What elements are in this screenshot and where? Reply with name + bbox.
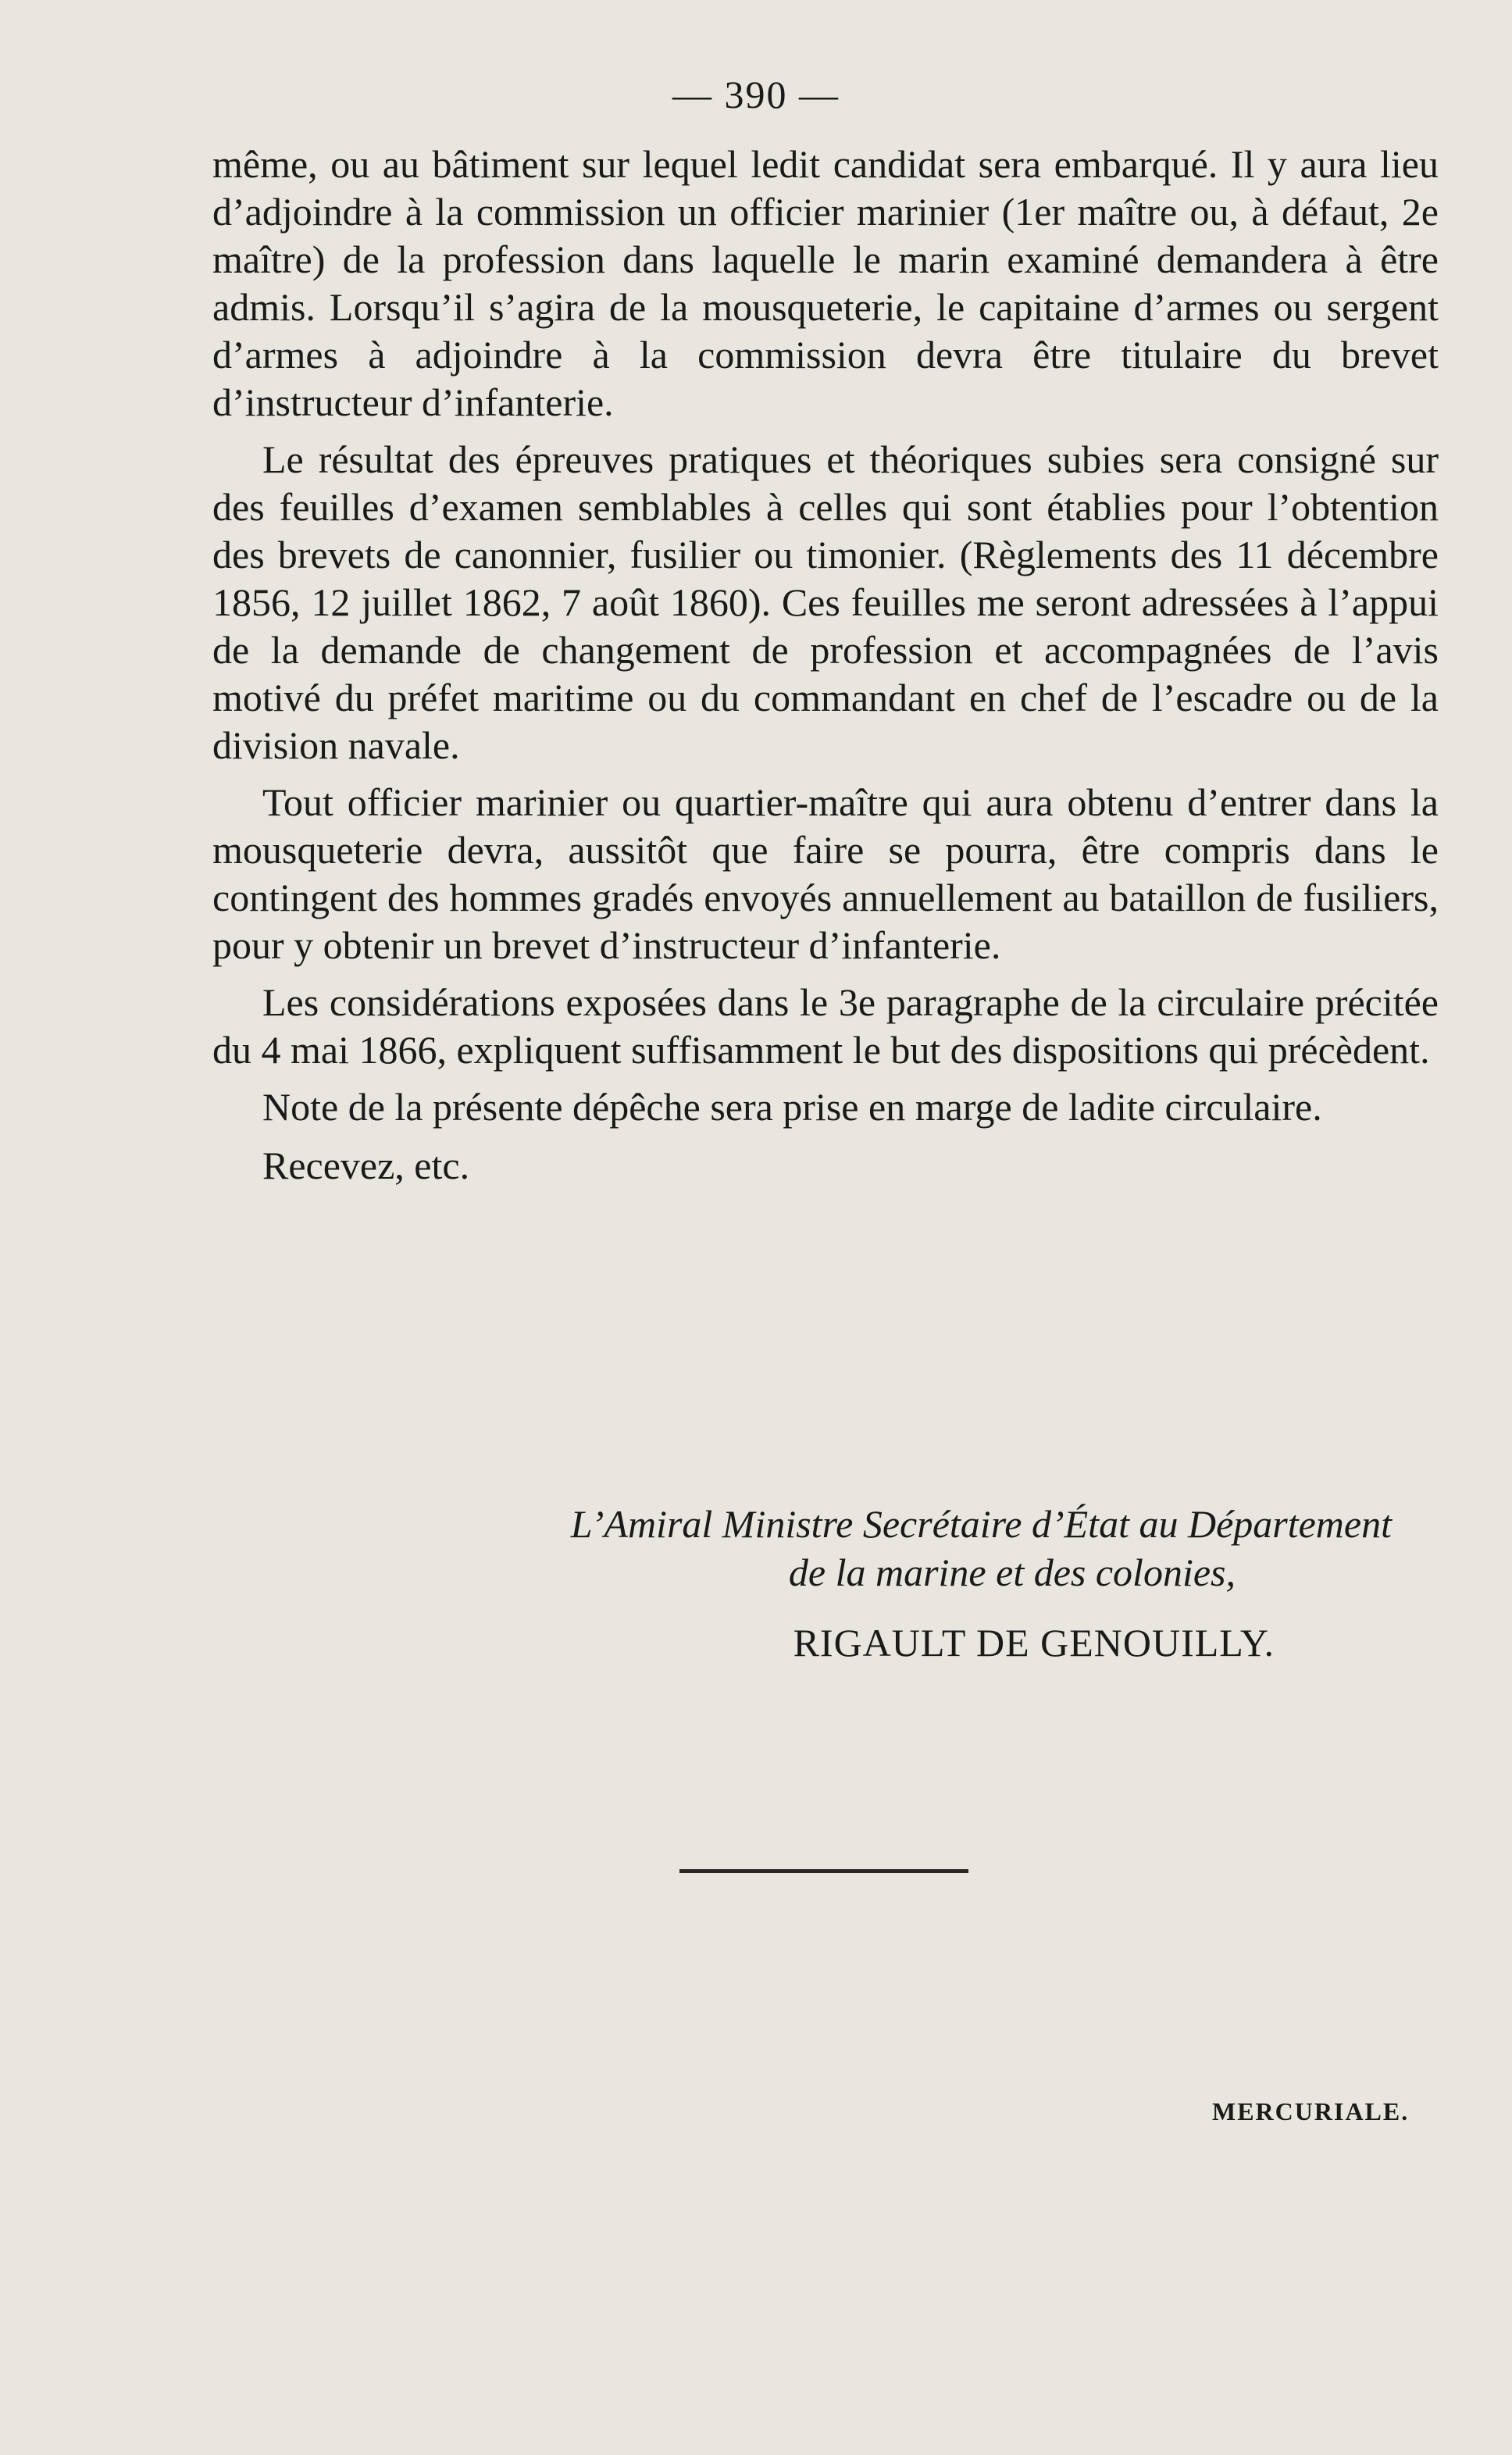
- paragraph-4: Les considérations exposées dans le 3e paragraphe de la circulaire précitée du 4 mai 1866, expliquent suffisamment le but des dispositions qui précèdent.: [212, 980, 1439, 1072]
- paragraph-3: Tout officier marinier ou quartier-maître qui aura obtenu d’entrer dans la mousqueterie devra, aussitôt que faire se pourra, être compris dans le contingent des hommes gradés envoyés annuellement au bataillon de fusiliers, pour y obtenir un brevet d’instructeur d’infanterie.: [212, 780, 1439, 967]
- closing-formula: Recevez, etc.: [262, 1144, 470, 1187]
- document-body: [212, 141, 1439, 1199]
- signature-title-line-1: L’Amiral Ministre Secrétaire d’État au Département: [570, 1502, 1392, 1546]
- page-number: — 390 —: [672, 73, 840, 116]
- catchword: MERCURIALE.: [1212, 2097, 1410, 2125]
- paragraph-5: Note de la présente dépêche sera prise en marge de ladite circulaire.: [262, 1085, 1322, 1129]
- paragraph-2: Le résultat des épreuves pratiques et théoriques subies sera consigné sur des feuilles d’examen semblables à celles qui sont établies pour l’obtention des brevets de canonnier, fusilier ou timonier. (Règlements des 11 décembre 1856, 12 juillet 1862, 7 août 1860). Ces feuilles me seront adressées à l’appui de la demande de changement de profession et accompagnées de l’avis motivé du préfet maritime ou du commandant en chef de l’escadre ou de la division navale.: [212, 437, 1439, 767]
- paragraph-1: même, ou au bâtiment sur lequel ledit candidat sera embarqué. Il y aura lieu d’adjoindre à la commission un officier marinier (1er maître ou, à défaut, 2e maître) de la profession dans laquelle le marin examiné demandera à être admis. Lorsqu’il s’agira de la mousqueterie, le capitaine d’armes ou sergent d’armes à adjoindre à la commission devra être titulaire du brevet d’instructeur d’infanterie.: [212, 142, 1439, 424]
- horizontal-rule: [679, 1869, 968, 1873]
- signatory-name: RIGAULT DE GENOUILLY.: [793, 1621, 1275, 1665]
- signature-title-line-2: de la marine et des colonies,: [788, 1550, 1236, 1594]
- signature-block: [212, 1500, 1392, 1667]
